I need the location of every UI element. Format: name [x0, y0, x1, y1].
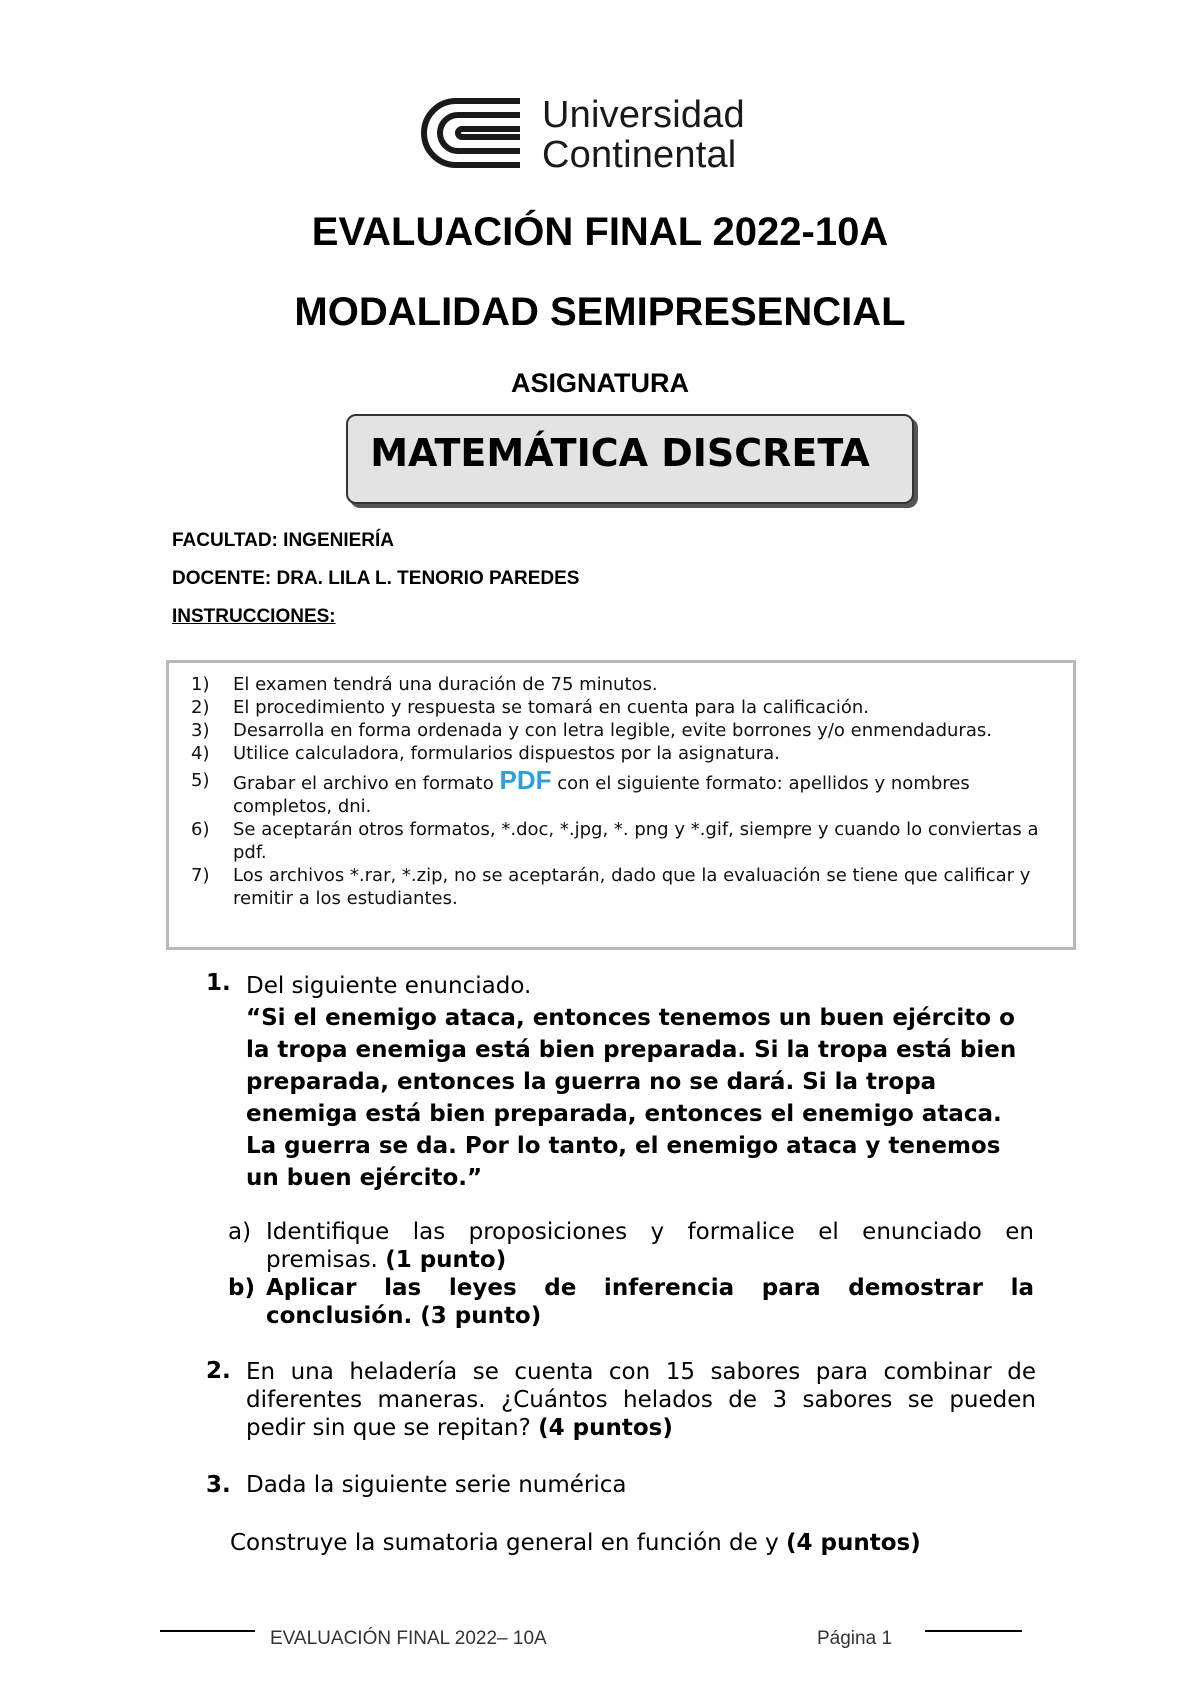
logo-wordmark [542, 95, 745, 175]
question-3-instruction [230, 1530, 921, 1556]
instruction-text: Se aceptarán otros formatos, *.doc, *.jpg, *. png y *.gif, siempre y cuando lo conviertas a pdf. [233, 819, 1039, 863]
page-number: Página 1 [817, 1628, 893, 1649]
instruction-item [179, 864, 1063, 910]
question-statement: “Si el enemigo ataca, entonces tenemos un buen ejército o la tropa enemiga está bien preparada. Si la tropa está bien preparada, entonces la guerra no se dará. Si la tropa enemiga está bien preparada, entonces el enemigo ataca. La guerra se da. Por lo tanto, el enemigo ataca y tenemos un buen ejército.” [246, 1005, 1017, 1191]
instruction-number: 1) [191, 674, 210, 695]
instruction-text: El examen tendrá una duración de 75 minutos. [233, 674, 658, 695]
instruction-text: con el siguiente formato: apellidos y nombres completos, dni. [233, 773, 970, 817]
instruction-text: Grabar el archivo en formato [233, 773, 500, 794]
footer-rule-left [160, 1630, 255, 1632]
teacher-line: DOCENTE: DRA. LILA L. TENORIO PAREDES [172, 568, 580, 589]
instruction-number: 3) [191, 720, 210, 741]
instructions-box [166, 660, 1076, 950]
subject-label: ASIGNATURA [511, 368, 689, 398]
instruction-item [179, 765, 1063, 818]
question-1 [206, 970, 1036, 1194]
instruction-number: 6) [191, 819, 210, 840]
part-label: a) [228, 1219, 252, 1245]
question-points: (4 puntos) [786, 1530, 921, 1556]
logo-line-2: Continental [542, 134, 737, 176]
instruction-text: Los archivos *.rar, *.zip, no se aceptarán, dado que la evaluación se tiene que calificar y remitir a los estudiantes. [233, 865, 1031, 909]
question-intro: Del siguiente enunciado. [246, 973, 532, 999]
exam-title: EVALUACIÓN FINAL 2022-10A [311, 210, 889, 254]
construct-text: Construye la sumatoria general en función de y [230, 1530, 779, 1556]
instruction-text: El procedimiento y respuesta se tomará en cuenta para la calificación. [233, 697, 870, 718]
part-label: b) [228, 1275, 255, 1301]
instruction-item [179, 742, 1063, 765]
exam-modality: MODALIDAD SEMIPRESENCIAL [294, 290, 906, 334]
instruction-number: 7) [191, 865, 210, 886]
instruction-number: 2) [191, 697, 210, 718]
instruction-item [179, 719, 1063, 742]
subject-box [346, 414, 914, 504]
question-3 [206, 1472, 1036, 1498]
question-text: Dada la siguiente serie numérica [246, 1472, 627, 1498]
question-number: 3. [206, 1472, 231, 1498]
instruction-item [179, 818, 1063, 864]
footer-title: EVALUACIÓN FINAL 2022– 10A [270, 1628, 547, 1649]
instruction-number: 5) [191, 770, 210, 791]
footer-rule-right [925, 1630, 1022, 1632]
question-number: 1. [206, 970, 231, 996]
instruction-text: Utilice calculadora, formularios dispuestos por la asignatura. [233, 743, 780, 764]
instruction-item [179, 673, 1063, 696]
question-text: En una heladería se cuenta con 15 sabores para combinar de diferentes maneras. ¿Cuántos helados de 3 sabores se pueden pedir sin que se repitan? [246, 1359, 1036, 1441]
part-points: (3 punto) [420, 1303, 542, 1329]
instructions-list [169, 663, 1073, 910]
question-2 [206, 1358, 1036, 1442]
part-text: Aplicar las leyes de inferencia para demostrar la conclusión. [266, 1275, 1034, 1329]
instruction-number: 4) [191, 743, 210, 764]
instruction-item [179, 696, 1063, 719]
university-logo-icon [420, 95, 530, 175]
pdf-highlight: PDF [499, 765, 552, 795]
instruction-text: Desarrolla en forma ordenada y con letra legible, evite borrones y/o enmendaduras. [233, 720, 992, 741]
question-1-part-a [228, 1218, 1034, 1274]
instructions-heading: INSTRUCCIONES: [172, 606, 336, 627]
faculty-line: FACULTAD: INGENIERÍA [172, 530, 395, 551]
subject-name: MATEMÁTICA DISCRETA [370, 431, 870, 475]
university-logo [420, 95, 780, 175]
question-number: 2. [206, 1358, 231, 1384]
question-points: (4 puntos) [538, 1415, 673, 1441]
part-points: (1 punto) [385, 1247, 507, 1273]
logo-line-1: Universidad [542, 94, 745, 136]
part-text: Identifique las proposiciones y formalice el enunciado en premisas. [266, 1219, 1034, 1273]
question-1-part-b [228, 1274, 1034, 1330]
